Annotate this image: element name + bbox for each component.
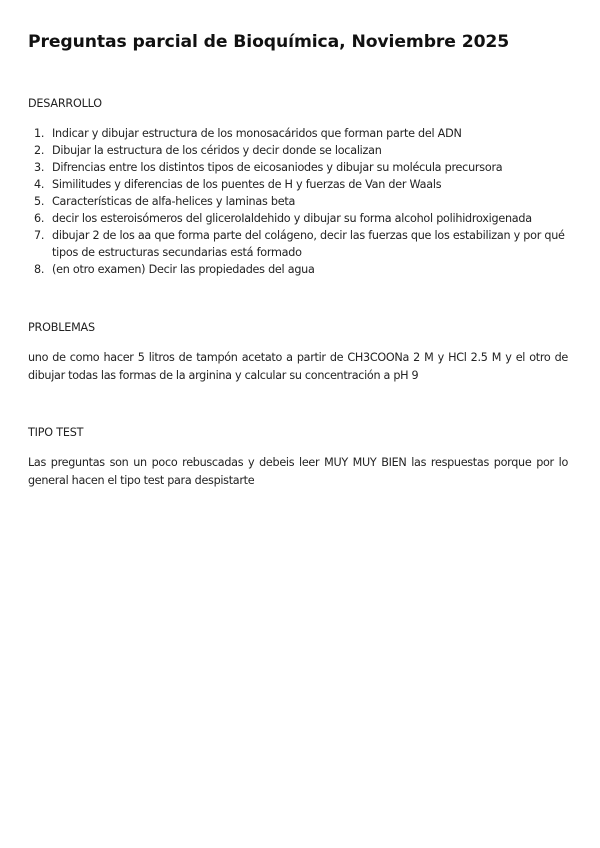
list-item-text: (en otro examen) Decir las propiedades del agua bbox=[52, 263, 315, 276]
list-item bbox=[28, 261, 568, 278]
list-item bbox=[28, 142, 568, 159]
list-item-text: Características de alfa-helices y laminas beta bbox=[52, 195, 296, 208]
section-heading-problemas: PROBLEMAS bbox=[28, 321, 95, 334]
list-item-number: 5. bbox=[34, 195, 45, 208]
list-item-number: 7. bbox=[34, 229, 45, 242]
list-item-number: 2. bbox=[34, 144, 45, 157]
problemas-paragraph: uno de como hacer 5 litros de tampón acetato a partir de CH3COONa 2 M y HCl 2.5 M y el otro de dibujar todas las formas de la arginina y calcular su concentración a pH 9 bbox=[28, 351, 568, 382]
list-item-number: 3. bbox=[34, 161, 45, 174]
tipo-test-paragraph: Las preguntas son un poco rebuscadas y debeis leer MUY MUY BIEN las respuestas porque por lo general hacen el tipo test para despistarte bbox=[28, 456, 568, 487]
list-item-number: 4. bbox=[34, 178, 45, 191]
list-item-number: 6. bbox=[34, 212, 45, 225]
list-item bbox=[28, 125, 568, 142]
section-heading-desarrollo: DESARROLLO bbox=[28, 97, 102, 110]
list-item-text: Similitudes y diferencias de los puentes de H y fuerzas de Van der Waals bbox=[52, 178, 442, 191]
list-item bbox=[28, 227, 568, 261]
list-item-text: decir los esteroisómeros del gliceroIaldehido y dibujar su forma alcohol polihidroxigenada bbox=[52, 212, 532, 225]
list-item-text: Indicar y dibujar estructura de los monosacáridos que forman parte del ADN bbox=[52, 127, 462, 140]
list-item-number: 1. bbox=[34, 127, 45, 140]
list-item-text: dibujar 2 de los aa que forma parte del colágeno, decir las fuerzas que los estabilizan y por qué tipos de estructuras secundarias está formado bbox=[52, 229, 565, 259]
list-item bbox=[28, 193, 568, 210]
list-item-number: 8. bbox=[34, 263, 45, 276]
list-item bbox=[28, 159, 568, 176]
list-item bbox=[28, 210, 568, 227]
list-item bbox=[28, 176, 568, 193]
desarrollo-question-list bbox=[28, 125, 568, 278]
list-item-text: Difrencias entre los distintos tipos de eicosaniodes y dibujar su molécula precursora bbox=[52, 161, 503, 174]
section-heading-tipo-test: TIPO TEST bbox=[28, 426, 84, 439]
list-item-text: Dibujar la estructura de los céridos y decir donde se localizan bbox=[52, 144, 382, 157]
document-title: Preguntas parcial de Bioquímica, Noviembre 2025 bbox=[28, 32, 510, 52]
